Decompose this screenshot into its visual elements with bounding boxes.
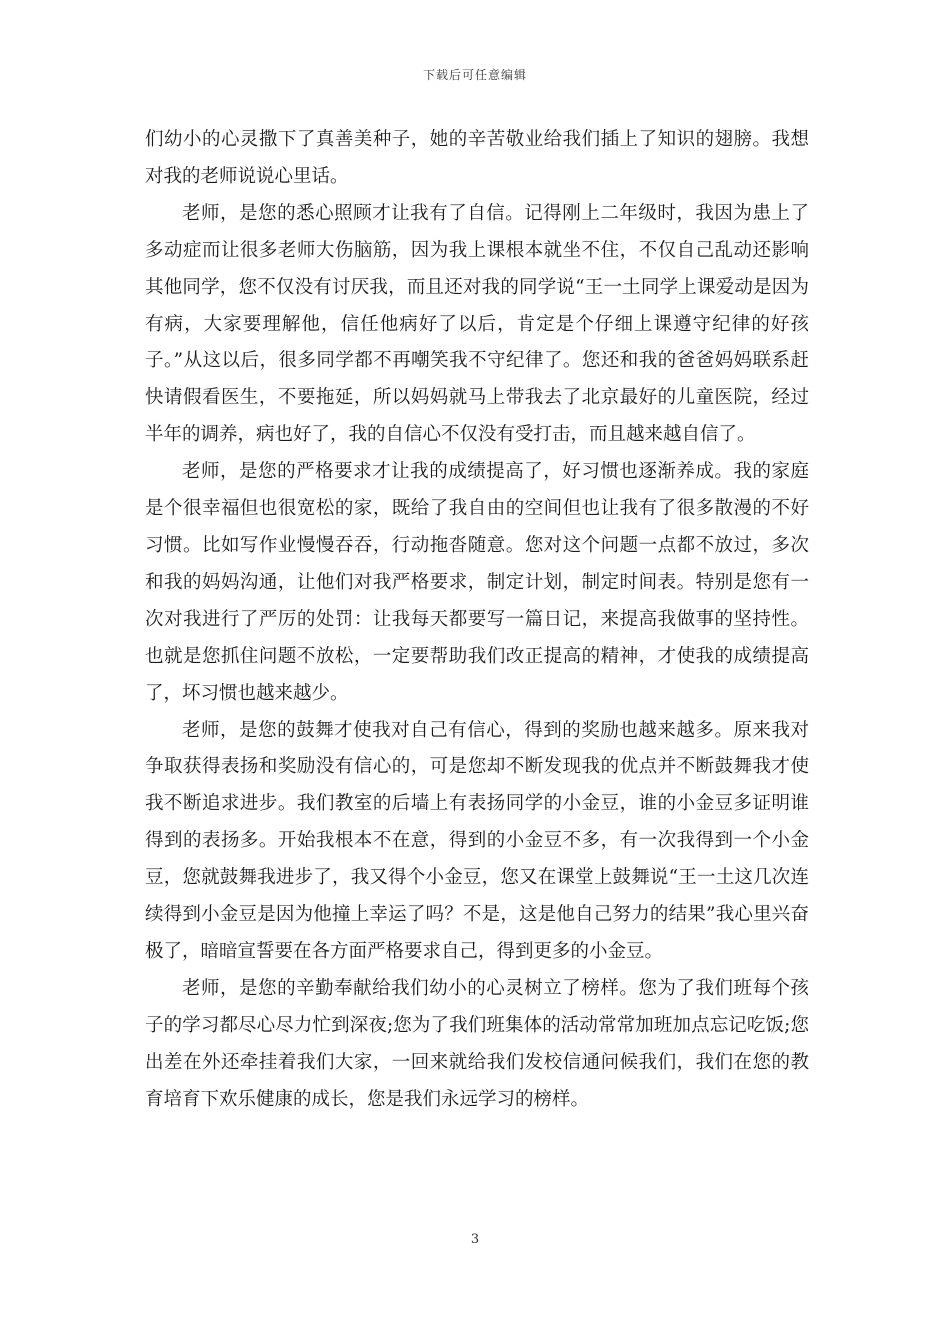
paragraph: 老师，是您的辛勤奉献给我们幼小的心灵树立了榜样。您为了我们班每个孩子的学习都尽心尽力忙到深夜;您为了我们班集体的活动常常加班加点忘记吃饭;您出差在外还牵挂着我们大家，一回来就给我们发校信通问候我们，我们在您的教育培育下欢乐健康的成长，您是我们永远学习的榜样。 [145,977,809,1110]
document-body [145,122,809,1118]
paragraph: 老师，是您的严格要求才让我的成绩提高了，好习惯也逐渐养成。我的家庭是个很幸福但也很宽松的家，既给了我自由的空间但也让我有了很多散漫的不好习惯。比如写作业慢慢吞吞，行动拖沓随意。您对这个问题一点都不放过，多次和我的妈妈沟通，让他们对我严格要求，制定计划，制定时间表。特别是您有一次对我进行了严厉的处罚：让我每天都要写一篇日记，来提高我做事的坚持性。也就是您抓住问题不放松，一定要帮助我们改正提高的精神，才使我的成绩提高了，坏习惯也越来越少。 [145,461,809,704]
paragraph: 老师，是您的悉心照顾才让我有了自信。记得刚上二年级时，我因为患上了多动症而让很多老师大伤脑筋，因为我上课根本就坐不住，不仅自己乱动还影响其他同学，您不仅没有讨厌我，而且还对我的同学说“王一土同学上课爱动是因为有病，大家要理解他，信任他病好了以后，肯定是个仔细上课遵守纪律的好孩子。”从这以后，很多同学都不再嘲笑我不守纪律了。您还和我的爸爸妈妈联系赶快请假看医生，不要拖延，所以妈妈就马上带我去了北京最好的儿童医院，经过半年的调养，病也好了，我的自信心不仅没有受打击，而且越来越自信了。 [145,202,809,446]
page-header: 下载后可任意编辑 [422,68,527,82]
paragraph: 们幼小的心灵撒下了真善美种子，她的辛苦敬业给我们插上了知识的翅膀。我想对我的老师说说心里话。 [145,129,809,187]
page-number: 3 [470,1232,480,1247]
paragraph: 老师，是您的鼓舞才使我对自己有信心，得到的奖励也越来越多。原来我对争取获得表扬和奖励没有信心的，可是您却不断发现我的优点并不断鼓舞我才使我不断追求进步。我们教室的后墙上有表扬同学的小金豆，谁的小金豆多证明谁得到的表扬多。开始我根本不在意，得到的小金豆不多，有一次我得到一个小金豆，您就鼓舞我进步了，我又得个小金豆，您又在课堂上鼓舞说“王一土这几次连续得到小金豆是因为他撞上幸运了吗？不是，这是他自己努力的结果”我心里兴奋极了，暗暗宣誓要在各方面严格要求自己，得到更多的小金豆。 [145,719,809,962]
